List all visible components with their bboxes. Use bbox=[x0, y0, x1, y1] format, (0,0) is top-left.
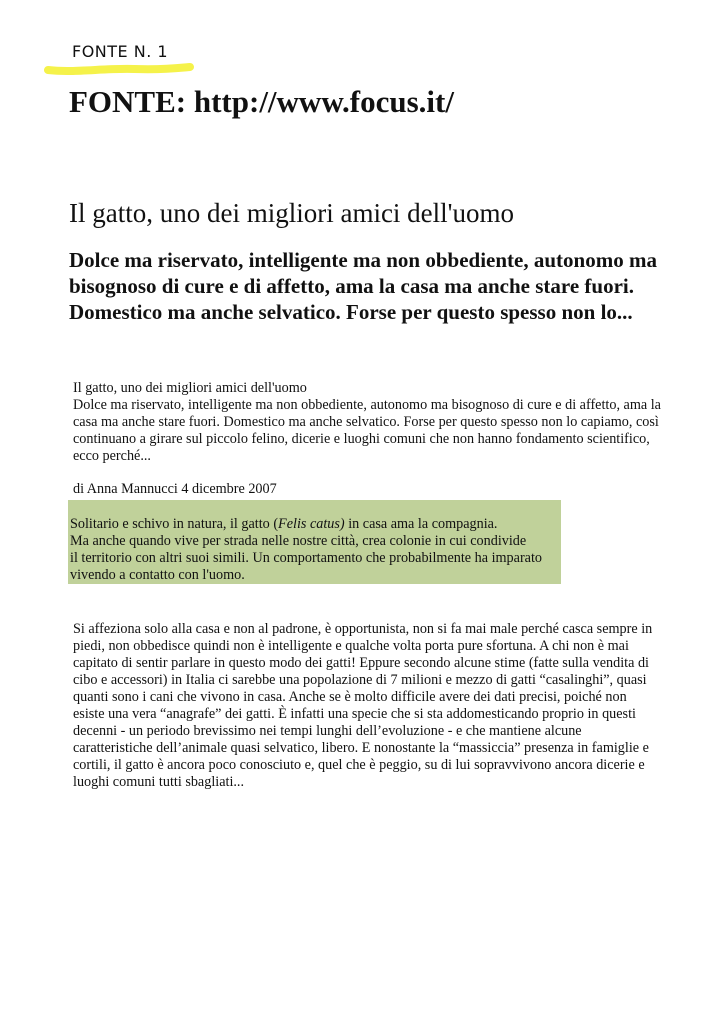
article-summary bbox=[73, 380, 663, 465]
callout-line-1-start: Solitario e schivo in natura, il gatto ( bbox=[70, 516, 279, 532]
callout-text bbox=[70, 516, 565, 584]
source-number-label: FONTE N. 1 bbox=[72, 42, 169, 61]
yellow-highlighter-mark bbox=[44, 62, 194, 76]
article-body: Si affeziona solo alla casa e non al padrone, è opportunista, non si fa mai male perché casca sempre in piedi, non obbedisce quindi non è intelligente e qualche volta porta pure sfortuna. A chi non è mai capitato di sentir parlare in questo modo dei gatti! Eppure secondo alcune stime (fatte sulla vendita di cibo e accessori) in Italia ci sarebbe una popolazione di 7 milioni e mezzo di gatti “casalinghi”, quasi quanti sono i cani che vivono in casa. Anche se è molto difficile avere dei dati precisi, poiché non esiste una vera “anagrafe” dei gatti. È infatti una specie che si sta addomesticando proprio in questi decenni - un periodo brevissimo nei tempi lunghi dell’evoluzione - e che mantiene alcune caratteristiche dell’animale quasi selvatico, libero. E nonostante la “massiccia” presenza in famiglie e cortili, il gatto è ancora poco conosciuto e, quel che è peggio, su di lui sopravvivono ancora dicerie e luoghi comuni tutti sbagliati... bbox=[73, 621, 653, 790]
callout-line-4: vivendo a contatto con l'uomo. bbox=[70, 567, 245, 583]
source-title: FONTE: http://www.focus.it/ bbox=[69, 84, 454, 119]
callout-line-3: il territorio con altri suoi simili. Un comportamento che probabilmente ha imparato bbox=[70, 550, 543, 566]
species-name: Felis catus) bbox=[278, 516, 345, 532]
callout-line-1 bbox=[70, 516, 565, 533]
article-byline: di Anna Mannucci 4 dicembre 2007 bbox=[73, 481, 277, 497]
article-subtitle: Dolce ma riservato, intelligente ma non obbediente, autonomo ma bisognoso di cure e di affetto, ama la casa ma anche stare fuori. Domestico ma anche selvatico. Forse per questo spesso non lo... bbox=[69, 248, 657, 324]
summary-title: Il gatto, uno dei migliori amici dell'uomo bbox=[73, 380, 307, 396]
summary-text: Dolce ma riservato, intelligente ma non obbediente, autonomo ma bisognoso di cure e di affetto, ama la casa ma anche stare fuori. Domestico ma anche selvatico. Forse per questo spesso non lo capiamo, così continuano a girare sul piccolo felino, dicerie e luoghi comuni che non hanno fondamento scientifico, ecco perché... bbox=[73, 397, 661, 464]
callout-line-1-end: in casa ama la compagnia. bbox=[344, 516, 498, 532]
article-title: Il gatto, uno dei migliori amici dell'uomo bbox=[69, 198, 515, 228]
callout-line-2: Ma anche quando vive per strada nelle nostre città, crea colonie in cui condivide bbox=[70, 533, 527, 549]
